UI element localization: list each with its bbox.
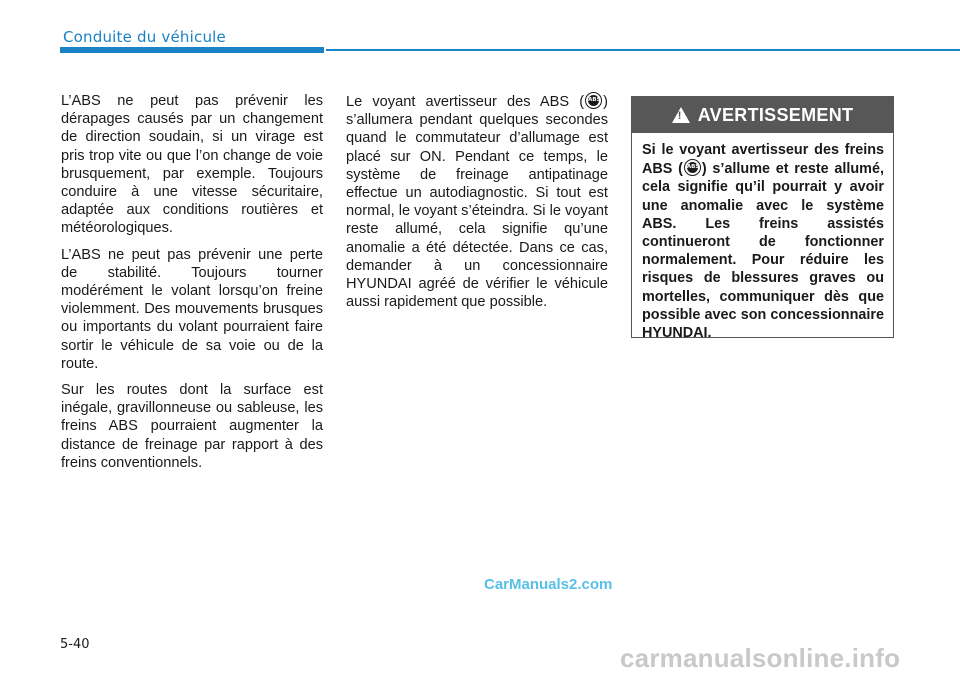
warning-triangle-icon (672, 107, 690, 123)
text-fragment: Le voyant avertisseur des ABS ( (346, 94, 585, 110)
abs-warning-icon (684, 159, 701, 176)
warning-box (631, 96, 894, 342)
paragraph: Sur les routes dont la surface est inégale, gravillonneuse ou sableuse, les freins ABS pourraient augmenter la distance de freinage par rapport à des freins conventionnels. (61, 382, 323, 471)
abs-icon-text: ABS (687, 162, 698, 173)
abs-warning-icon (585, 92, 602, 109)
text-fragment: ) s’allume et reste allumé, cela signifie qu’il pourrait y avoir une anomalie avec le système ABS. Les freins assistés continueront de fonctionner normalement. Pour réduire les risques de blessures graves ou mortelles, communiquer dès que possible avec son concessionnaire HYUNDAI. (642, 161, 884, 342)
left-column (61, 92, 323, 480)
text-fragment: ) s’allumera pendant quelques secondes quand le commutateur d’allumage est placé sur ON. Pendant ce temps, le système de freinage antipatinage effectue un autodiagnostic. Si tout est normal, le voyant s’éteindra. Si le voyant reste allumé, cela signifie qu’une anomalie a été détectée. Dans ce cas, demander à un concessionnaire HYUNDAI agréé de vérifier le véhicule aussi rapidement que possible. (346, 94, 609, 311)
paragraph: L’ABS ne peut pas prévenir une perte de stabilité. Toujours tourner modérément le volant lorsqu’on freine violemment. Des mouvements brusques ou importants du volant pourraient faire sortir le véhicule de sa voie ou de la route. (61, 246, 323, 372)
abs-icon-text: ABS (588, 95, 599, 106)
section-title: Conduite du véhicule (63, 28, 226, 46)
abs-indicator-paragraph (346, 92, 608, 311)
warning-header (632, 97, 893, 133)
warning-title: AVERTISSEMENT (697, 104, 854, 125)
header-rule-thick (60, 47, 324, 53)
page-number: 5-40 (60, 637, 90, 652)
warning-body (632, 133, 893, 342)
header-rule-thin (326, 49, 960, 51)
watermark-bottom: carmanualsonline.info (620, 643, 901, 673)
text-fragment: Si le voyant avertisseur des freins ABS ( (642, 142, 884, 178)
paragraph: L’ABS ne peut pas prévenir les dérapages causés par un changement de direction soudain, si un virage est pris trop vite ou que l’on change de voie brusquement, par exemple. Toujours conduire à une vitesse sécuritaire, adaptée aux conditions routières et météorologiques. (61, 93, 323, 237)
watermark-top: CarManuals2.com (484, 576, 613, 593)
middle-column (346, 92, 608, 319)
